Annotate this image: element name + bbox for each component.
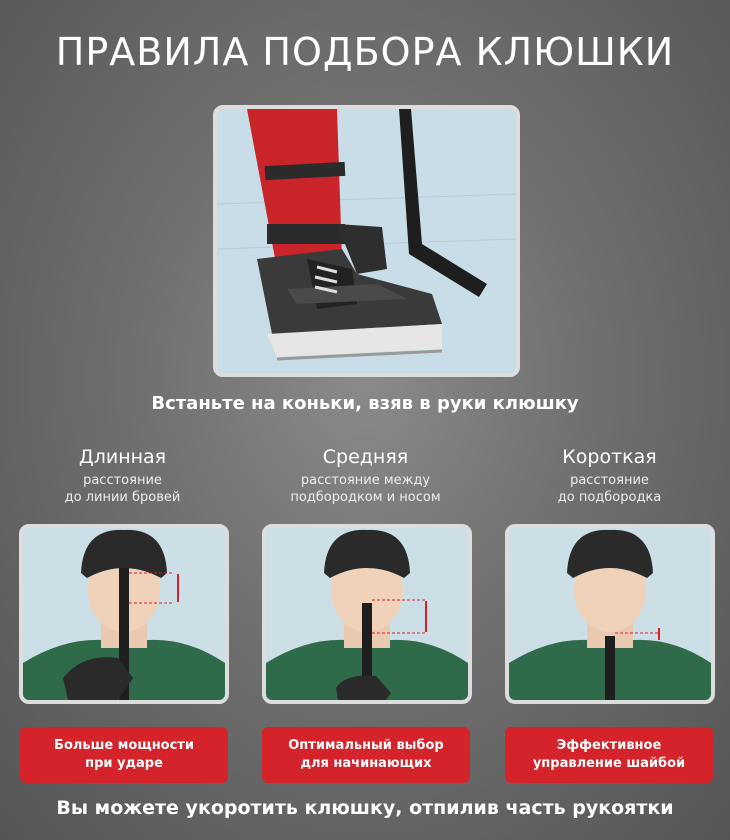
desc-line: до линии бровей bbox=[64, 490, 181, 505]
column-description bbox=[10, 472, 235, 506]
column-heading: Короткая bbox=[562, 446, 657, 468]
column-medium bbox=[253, 446, 478, 506]
benefit-label-short bbox=[505, 727, 713, 783]
column-description bbox=[497, 472, 722, 506]
benefit-line: Оптимальный выбор bbox=[288, 738, 444, 753]
desc-line: расстояние bbox=[83, 473, 162, 488]
desc-line: подбородком и носом bbox=[290, 490, 441, 505]
desc-line: до подбородка bbox=[557, 490, 662, 505]
desc-line: расстояние между bbox=[300, 473, 431, 488]
column-long bbox=[10, 446, 235, 506]
column-description bbox=[253, 472, 478, 506]
benefit-line: управление шайбой bbox=[532, 756, 686, 771]
benefit-line: для начинающих bbox=[300, 756, 432, 771]
benefit-label-medium bbox=[262, 727, 470, 783]
benefit-line: Больше мощности bbox=[54, 738, 194, 753]
page-title: ПРАВИЛА ПОДБОРА КЛЮШКИ bbox=[55, 30, 675, 74]
desc-line: расстояние bbox=[570, 473, 649, 488]
benefit-label-long bbox=[20, 727, 228, 783]
instruction-caption: Встаньте на коньки, взяв в руки клюшку bbox=[151, 393, 579, 414]
player-card-medium bbox=[262, 524, 472, 704]
benefit-line: при ударе bbox=[85, 756, 163, 771]
column-heading: Средняя bbox=[322, 446, 409, 468]
column-heading: Длинная bbox=[78, 446, 167, 468]
column-short bbox=[497, 446, 722, 506]
player-card-long bbox=[19, 524, 229, 704]
skate-illustration bbox=[213, 105, 520, 377]
footer-tip: Вы можете укоротить клюшку, отпилив часть рукоятки bbox=[56, 797, 674, 819]
benefit-line: Эффективное bbox=[556, 738, 662, 753]
player-card-short bbox=[505, 524, 715, 704]
